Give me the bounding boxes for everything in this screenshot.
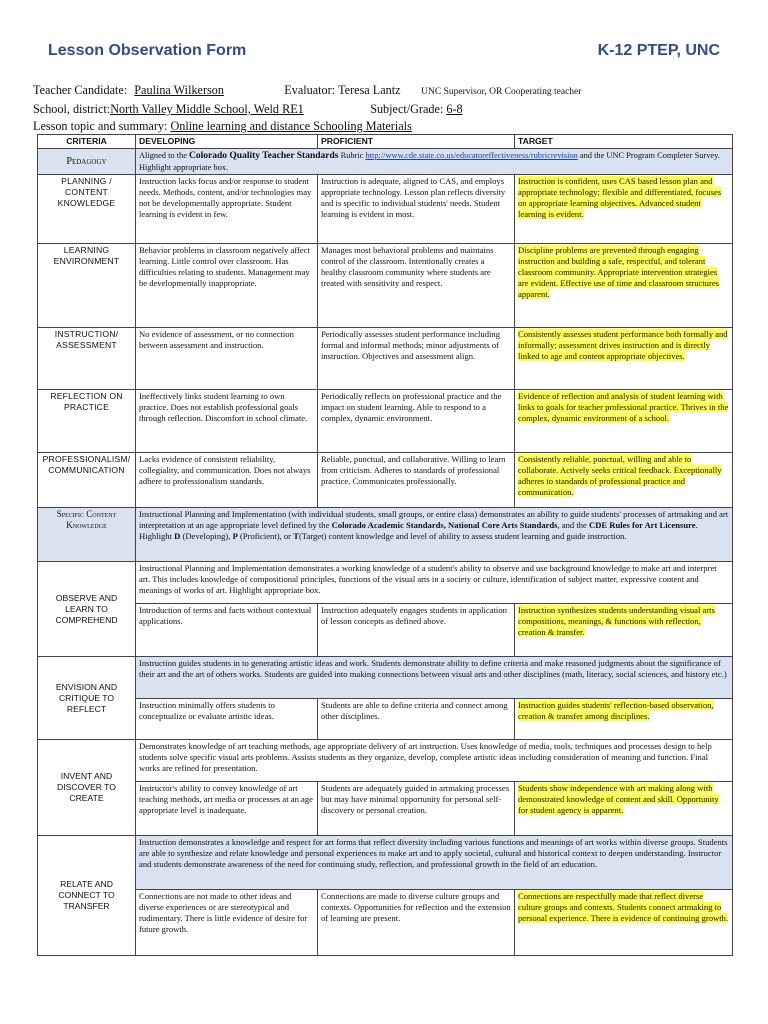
subject-label: Subject/Grade:: [370, 102, 444, 116]
meta-row-1: [33, 82, 743, 101]
table-row: [38, 390, 733, 453]
specific-text: (Developing),: [180, 531, 233, 541]
pedagogy-text-rubric: Rubric: [338, 151, 366, 160]
specific-t: T: [293, 531, 299, 541]
specific-content-label: Specific Content Knowledge: [56, 509, 117, 530]
pedagogy-text: Aligned to the: [139, 151, 190, 160]
cell-proficient[interactable]: Students are adequately guided in artmaking processes but may have minimal opportunity for personal self-discovery or personal creation.: [318, 782, 515, 836]
criteria-instruction-assessment: INSTRUCTION/ ASSESSMENT: [38, 328, 136, 390]
specific-licensure: CDE Rules for Art Licensure: [589, 520, 696, 530]
cell-proficient[interactable]: Instruction is adequate, aligned to CAS, and employs appropriate technology. Lesson plan reflects diversity and is specific to individual students' needs. Student learning is evident in most.: [318, 175, 515, 244]
col-header-target: TARGET: [515, 135, 733, 149]
specific-p: P: [232, 531, 238, 541]
school-field[interactable]: North Valley Middle School, Weld RE1: [110, 102, 304, 116]
pedagogy-row: [38, 149, 733, 175]
form-title: Lesson Observation Form: [48, 42, 247, 59]
highlighted-text: Students show independence with art making along with demonstrated knowledge of content and skill. Opportunity for student agency is apparent.: [518, 783, 719, 815]
table-row: [38, 175, 733, 244]
table-row: [38, 562, 733, 604]
rubric-link[interactable]: http://www.cde.state.co.us/educatoreffectiveness/rubricrevision: [365, 151, 578, 160]
table-row: [38, 657, 733, 699]
highlighted-text: Instruction guides students' reflection-based observation, creation & transfer among disciplines.: [518, 700, 714, 721]
pedagogy-label: Pedagogy: [66, 156, 107, 167]
teacher-field[interactable]: Paulina Wilkerson: [134, 83, 224, 97]
cell-developing[interactable]: Ineffectively links student learning to own practice. Does not establish professional goals through reflection. Discomfort in school climate.: [136, 390, 318, 453]
cell-proficient[interactable]: Periodically assesses student performance including formal and informal methods; minor adjustments of instruction. Objectives and assessment align.: [318, 328, 515, 390]
pedagogy-standards: Colorado Quality Teacher Standards: [189, 151, 339, 161]
specific-text: (Target) content knowledge and level of ability to assess student learning and guide instruction.: [298, 531, 627, 541]
table-row: [38, 453, 733, 508]
col-header-proficient: PROFICIENT: [318, 135, 515, 149]
table-header-row: [38, 135, 733, 149]
subject-field[interactable]: 6-8: [446, 102, 463, 116]
cell-developing[interactable]: Introduction of terms and facts without contextual applications.: [136, 604, 318, 657]
cell-target[interactable]: [515, 328, 733, 390]
pedagogy-text-end: and the UNC Program Completer Survey. Highlight appropriate box.: [139, 151, 720, 172]
teacher-label: Teacher Candidate:: [33, 83, 128, 97]
cell-developing[interactable]: Instructor's ability to convey knowledge of art teaching methods, art media or processes at an age appropriate level is inadequate.: [136, 782, 318, 836]
table-row: [38, 244, 733, 328]
criteria-invent: INVENT AND DISCOVER TO CREATE: [38, 740, 136, 836]
observation-table: [37, 134, 733, 956]
cell-target[interactable]: [515, 782, 733, 836]
table-row: [38, 782, 733, 836]
cell-proficient[interactable]: Instruction adequately engages students in application of lesson concepts as defined above.: [318, 604, 515, 657]
cell-proficient[interactable]: Manages most behavioral problems and maintains control of the classroom. Intentionally creates a healthy classroom community where students are treated with sensitivity and respect.: [318, 244, 515, 328]
criteria-professionalism: PROFESSIONALISM/ COMMUNICATION: [38, 453, 136, 508]
specific-text: Instructional Planning and Implementation (with individual students, small groups, or entire class) demonstrates an ability to guide students' processes of artmaking and art interpretation at an age appropriate level defined by the: [139, 509, 729, 530]
cell-target[interactable]: [515, 175, 733, 244]
cell-target[interactable]: [515, 453, 733, 508]
cell-proficient[interactable]: Reliable, punctual, and collaborative. Willing to learn from criticism. Adheres to standards of professional practice. Communicates professionally.: [318, 453, 515, 508]
criteria-relate: RELATE AND CONNECT TO TRANSFER: [38, 836, 136, 956]
col-header-developing: DEVELOPING: [136, 135, 318, 149]
highlighted-text: Discipline problems are prevented through engaging instruction and building a safe, respectful, and tolerant classroom community. Appropriate intervention strategies are evident. Effective use of time and classroom structures apparent.: [518, 245, 720, 299]
cell-target[interactable]: [515, 390, 733, 453]
highlighted-text: Evidence of reflection and analysis of student learning with links to goals for teacher professional practice. Thrives in the complex, dynamic environment of a school.: [518, 391, 729, 423]
table-row: [38, 328, 733, 390]
specific-content-description: [136, 508, 733, 562]
table-row: [38, 604, 733, 657]
page-header: [48, 42, 720, 64]
highlighted-text: Connections are respectfully made that reflect diverse culture groups and contexts. Students connect artmaking to personal experience. There is evidence of continuing growth.: [518, 891, 729, 923]
highlighted-text: Instruction synthesizes students understanding visual arts compositions, meanings, & functions with reflection, creation & transfer.: [518, 605, 715, 637]
criteria-planning: PLANNING / CONTENT KNOWLEDGE: [38, 175, 136, 244]
program-name: K-12 PTEP, UNC: [597, 42, 720, 59]
specific-text: . Highlight: [139, 520, 698, 541]
cell-developing[interactable]: Connections are not made to other ideas and diverse experiences or are stereotypical and rudimentary. There is little evidence of desire for future growth.: [136, 890, 318, 956]
envision-intro: Instruction guides students in to generating artistic ideas and work. Students demonstrate ability to define criteria and make reasoned judgments about the significance of their art and the art of others works. Students are guided into making connections between visual arts and other disciplines (math, literacy, social sciences, and history etc.): [136, 657, 733, 699]
cell-developing[interactable]: Lacks evidence of consistent reliability, collegiality, and communication. Does not always adhere to professionalism standards.: [136, 453, 318, 508]
form-meta: [33, 82, 743, 135]
col-header-criteria: CRITERIA: [38, 135, 136, 149]
specific-content-row: [38, 508, 733, 562]
cell-developing[interactable]: Instruction lacks focus and/or response to student needs. Methods, content, and/or technologies may not be developmentally appropriate. Student learning is evident in few.: [136, 175, 318, 244]
highlighted-text: Instruction is confident, uses CAS based lesson plan and appropriate technology; flexible and differentiated, focuses on appropriate learning objectives. Advanced student learning is evident.: [518, 176, 722, 219]
evaluator-note: UNC Supervisor, OR Cooperating teacher: [421, 87, 582, 97]
topic-label: Lesson topic and summary:: [33, 119, 168, 133]
cell-target[interactable]: [515, 604, 733, 657]
evaluator-field[interactable]: Teresa Lantz: [338, 83, 401, 97]
observe-intro: Instructional Planning and Implementation demonstrates a working knowledge of a student's ability to observe and use background knowledge to make art and interpret art. This includes knowledge of compositional principles, functions of the visual arts in a society or culture, identification of subject matter, expressive content and meanings of works of art. Highlight appropriate box.: [136, 562, 733, 604]
pedagogy-description: [136, 149, 733, 175]
meta-row-2: [33, 101, 743, 118]
cell-target[interactable]: [515, 699, 733, 740]
highlighted-text: Consistently assesses student performance both formally and informally; assessment drives instruction and is directly linked to age and content appropriate objectives.: [518, 329, 728, 361]
cell-developing[interactable]: Behavior problems in classroom negatively affect learning. Little control over classroom. Has difficulties relating to students. Management may be developmentally inappropriate.: [136, 244, 318, 328]
cell-developing[interactable]: No evidence of assessment, or no connection between assessment and instruction.: [136, 328, 318, 390]
relate-intro: Instruction demonstrates a knowledge and respect for art forms that reflect diversity including various functions and meanings of art works within diverse groups. Students are able to synthesize and relate knowledge and personal experiences to make art and to apply societal, cultural and historical context to deepen understanding. Instructor and students demonstrate awareness of the need for continuing study, reflection, and professional growth in the field of art education.: [136, 836, 733, 890]
specific-text: , and the: [557, 520, 589, 530]
meta-row-3: [33, 118, 743, 135]
table-row: [38, 836, 733, 890]
specific-d: D: [174, 531, 181, 541]
table-row: [38, 890, 733, 956]
cell-target[interactable]: [515, 244, 733, 328]
specific-text: (Proficient), or: [237, 531, 294, 541]
cell-proficient[interactable]: Periodically reflects on professional practice and the impact on student learning. Able to respond to a complex, dynamic environment.: [318, 390, 515, 453]
specific-standards: Colorado Academic Standards, National Core Arts Standards: [331, 520, 558, 530]
criteria-reflection: REFLECTION ON PRACTICE: [38, 390, 136, 453]
topic-field[interactable]: Online learning and distance Schooling Materials: [170, 119, 412, 133]
cell-proficient[interactable]: Students are able to define criteria and connect among other disciplines.: [318, 699, 515, 740]
cell-proficient[interactable]: Connections are made to diverse culture groups and contexts. Opportunities for reflection and the extension of learning are present.: [318, 890, 515, 956]
criteria-observe: OBSERVE AND LEARN TO COMPREHEND: [38, 562, 136, 657]
table-row: [38, 699, 733, 740]
school-label: School, district:: [33, 102, 111, 116]
invent-intro: Demonstrates knowledge of art teaching methods, age appropriate delivery of art instruction. Uses knowledge of media, tools, techniques and processes design to help students solve specific visual arts problems. Assists students as they organize, develop, complete artistic ideas including consideration of meaning and function. Final works are refined for presentation.: [136, 740, 733, 782]
evaluator-label: Evaluator:: [284, 83, 336, 97]
table-row: [38, 740, 733, 782]
cell-developing[interactable]: Instruction minimally offers students to conceptualize or evaluate artistic ideas.: [136, 699, 318, 740]
cell-target[interactable]: [515, 890, 733, 956]
highlighted-text: Consistently reliable, punctual, willing and able to collaborate. Actively seeks critical feedback. Exceptionally adheres to standards of professional practice and communication.: [518, 454, 722, 497]
criteria-envision: ENVISION AND CRITIQUE TO REFLECT: [38, 657, 136, 740]
criteria-learning-environment: LEARNING ENVIRONMENT: [38, 244, 136, 328]
